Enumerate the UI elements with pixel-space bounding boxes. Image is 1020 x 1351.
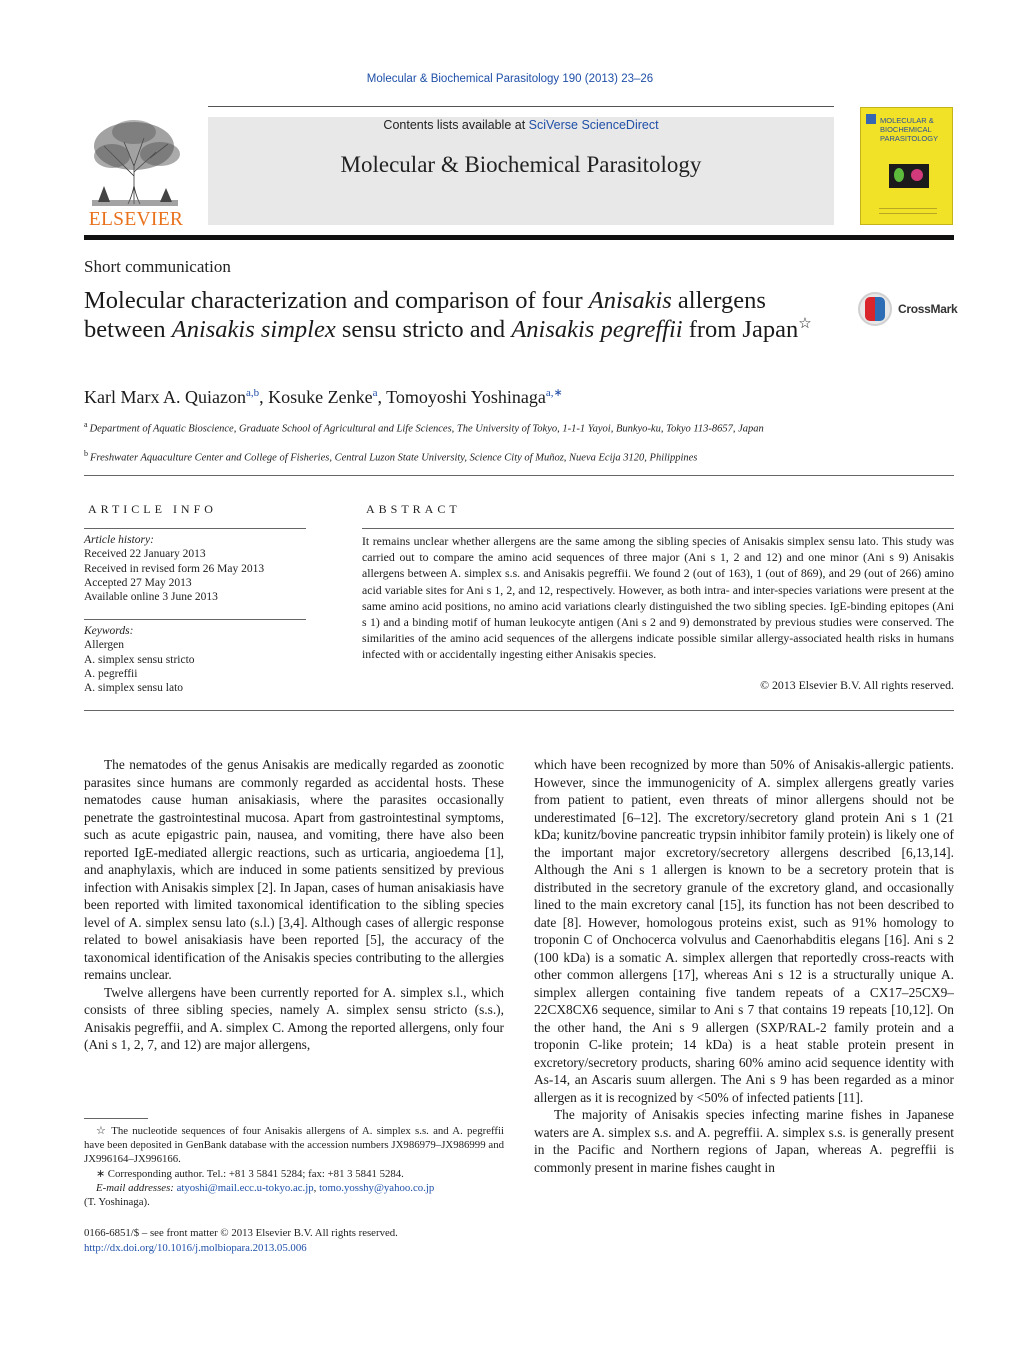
footnote-email-name: (T. Yoshinaga). [84, 1196, 150, 1209]
article-title: Molecular characterization and comparison of four Anisakis allergens between Anisakis simplex sensu stricto and Anisakis pegreffii from Japan☆ [84, 287, 812, 343]
email-link[interactable]: atyoshi@mail.ecc.u-tokyo.ac.jp [176, 1181, 314, 1194]
author-list: Karl Marx A. Quiazon$^{a,b}$, Kosuke Zenke$^a$, Tomoyoshi Yoshinaga$^{a,∗}$ [84, 387, 563, 407]
body-paragraph: which have been recognized by more than 50% of Anisakis-allergic patients. However, since the immunogenicity of A. simplex allergens greatly varies from patient to patient, even threats of minor allergens should not be underestimated [6–12]. The excretory/secretory gland protein Ani s 1 (21 kDa; kunitz/bovine pancreatic trypsin inhibitor family protein) is likely one of the important major excretory/secretory allergens described [6,13,14]. Although the Ani s 1 allergen is known to be a secretory protein that is distributed in the secretory granule of the excretory gland, and occasionally lined to the main excretory canal [15], its function has not been described to date [8]. However, homologous proteins exist, such as 91% homology to troponin C of Onchocerca volvulus and Caenorhabditis elegans [16]. Ani s 2 (100 kDa) is a somatic A. simplex allergen that reportedly cross-reacts with other common allergens [17], whereas Ani s 12 is a structurally unique A. simplex allergen containing five tandem repeats of a CX17–25CX9–22CX8CX6 sequence, similar to Ani s 7 that contains 19 repeats [10,12]. On the other hand, the Ani s 9 allergen (SXP/RAL-2 family protein and a troponin C-like protein; 14 kDa) is a heat stable protein present in excretory/secretory products, sharing 60% amino acid sequence identity with As-14, an Ascaris suum allergen. The Ani s 9 has been regarded as a minor allergen as it is recognized by <50% of infected patients [11]. [534, 757, 954, 1105]
keywords-label: Keywords: [84, 625, 134, 637]
body-column-left [84, 756, 504, 1054]
footnote-star: ☆ The nucleotide sequences of four Anisakis allergens of A. simplex s.s. and A. pegreffii have been deposited in GenBank database with the accession numbers JX986979–JX986999 and JX996164–JX996166. [84, 1125, 504, 1166]
article-type: Short communication [84, 257, 231, 276]
keywords-rule [84, 619, 306, 620]
keyword: A. pegreffii [84, 667, 138, 680]
author-name[interactable]: Karl Marx A. Quiazon [84, 387, 246, 407]
body-paragraph: Twelve allergens have been currently reported for A. simplex s.l., which consists of three sibling species, namely A. simplex sensu stricto (s.s.), Anisakis pegreffii, and A. simplex C. Among the reported allergens, only four (Ani s 1, 2, 7, and 12) are major allergens, [84, 984, 504, 1052]
header-rule [208, 106, 834, 107]
elsevier-wordmark: ELSEVIER [88, 209, 184, 230]
footnote-email: E-mail addresses: atyoshi@mail.ecc.u-tokyo.ac.jp, tomo.yosshy@yahoo.co.jp [96, 1181, 435, 1194]
journal-name[interactable]: Molecular & Biochemical Parasitology [340, 152, 702, 177]
abstract-copyright: © 2013 Elsevier B.V. All rights reserved. [760, 678, 954, 692]
history-label: Article history: [84, 534, 154, 546]
cover-strip [866, 114, 876, 124]
doi-link[interactable]: http://dx.doi.org/10.1016/j.molbiopara.2013.05.006 [84, 1242, 307, 1254]
journal-cover[interactable] [860, 107, 953, 225]
keyword: Allergen [84, 639, 125, 652]
keywords [84, 624, 306, 695]
footnotes [84, 1124, 504, 1209]
article-info-heading: ARTICLE INFO [88, 502, 217, 516]
history-item: Received in revised form 26 May 2013 [84, 562, 265, 575]
history-item: Received 22 January 2013 [84, 548, 206, 561]
author-name[interactable]: Tomoyoshi Yoshinaga [386, 387, 546, 407]
crossmark-label: CrossMark [898, 302, 958, 316]
contents-prefix: Contents lists available at [383, 118, 529, 132]
body-column-right [534, 756, 954, 1176]
crossmark-icon [858, 292, 892, 326]
author-affil-mark[interactable]: a,b [245, 387, 260, 399]
footnote-corresponding: ∗ Corresponding author. Tel.: +81 3 5841 5284; fax: +81 3 5841 5284. [96, 1167, 404, 1180]
affiliation-b: $^b$ Freshwater Aquaculture Center and College of Fisheries, Central Luzon State University, Science City of Muñoz, Nueva Ecija 3120, Philippines [84, 449, 698, 464]
cover-lines [879, 208, 937, 214]
body-paragraph: The nematodes of the genus Anisakis are medically regarded as zoonotic parasites since humans are commonly regarded as accidental hosts. These nematodes cause human anisakiasis, where the parasites occasionally penetrate the gastrointestinal mucosa. Apart from gastrointestinal symptoms, such as acute epigastric pain, nausea, and vomiting, there have also been reported IgE-mediated allergic reactions, such as urticaria, angioedema [1], and anaphylaxis, which are induced in some patients sensitized by previous infection with Anisakis simplex [2]. In Japan, cases of human anisakiasis have been reported with limited taxonomical identification to the sibling species level of A. simplex sensu lato (s.l.) [3,4]. Although cases of allergic response related to bowel anisakiasis have been reported [5], the accuracy of the taxonomical identification of the Anisakis species contributing to the allergies remains unclear. [84, 757, 504, 982]
cover-image [889, 164, 929, 188]
body-paragraph: The majority of Anisakis species infecting marine fishes in Japanese waters are A. simplex s.s. and A. pegreffii. A. simplex s.s. is generally present in the Pacific and Northern regions of Japan, whereas A. pegreffii is commonly present in marine fishes caught in [534, 1107, 954, 1175]
title-footnote-star[interactable]: ☆ [798, 315, 812, 332]
issn-line: 0166-6851/$ – see front matter © 2013 Elsevier B.V. All rights reserved. [84, 1227, 398, 1239]
front-matter-info [84, 1226, 504, 1256]
abstract-bottom-rule [84, 710, 954, 711]
contents-line [208, 118, 834, 132]
history-item: Available online 3 June 2013 [84, 591, 218, 604]
article-history [84, 533, 306, 604]
email-link[interactable]: tomo.yosshy@yahoo.co.jp [319, 1181, 435, 1194]
sciencedirect-link[interactable]: SciVerse ScienceDirect [528, 118, 659, 132]
header-thick-rule [84, 235, 954, 240]
keyword: A. simplex sensu lato [84, 682, 184, 695]
footnote-rule [84, 1118, 148, 1119]
author-affil-mark[interactable]: a [372, 387, 378, 399]
author-affil-mark[interactable]: a,∗ [545, 387, 563, 399]
abstract-heading: ABSTRACT [366, 502, 461, 516]
article-info-rule [84, 528, 306, 529]
keyword: A. simplex sensu stricto [84, 653, 195, 666]
affiliation-a: $^a$ Department of Aquatic Bioscience, Graduate School of Agricultural and Life Sciences, The University of Tokyo, 1-1-1 Yayoi, Bunkyo-ku, Tokyo 113-8657, Japan [84, 420, 764, 435]
history-item: Accepted 27 May 2013 [84, 576, 192, 589]
abstract-rule [362, 528, 954, 529]
crossmark-badge[interactable] [858, 292, 958, 328]
abstract-text: It remains unclear whether allergens are the same among the sibling species of Anisakis simplex sensu lato. This study was carried out to compare the amino acid sequences of three major (Ani s 1, 2 and 12) and one minor (Ani s 9) Anisakis allergens between A. simplex s.s. and Anisakis pegreffii. We found 2 (out of 163), 1 (out of 869), and 29 (out of 266) amino acid variable sites for Ani s 1, 2, and 12, respectively. However, as both intra- and inter-species variations were present at the same amino acid positions, no amino acid variations clearly distinguished the two sibling species. IgE-binding epitopes (Ani s 1) and a binding motif of human leukocyte antigen (Ani s 2 and 9) demonstrated by previous studies were conserved. The similarities of the amino acid sequences of the allergens indicate possible similar allergy-associated health risks in humans infected with or accidentally ingesting either Anisakis species. [362, 534, 954, 662]
author-name[interactable]: Kosuke Zenke [268, 387, 373, 407]
journal-reference[interactable]: Molecular & Biochemical Parasitology 190 (2013) 23–26 [366, 73, 654, 85]
affiliation-rule [84, 475, 954, 476]
cover-title: MOLECULAR & BIOCHEMICAL PARASITOLOGY [880, 116, 939, 143]
